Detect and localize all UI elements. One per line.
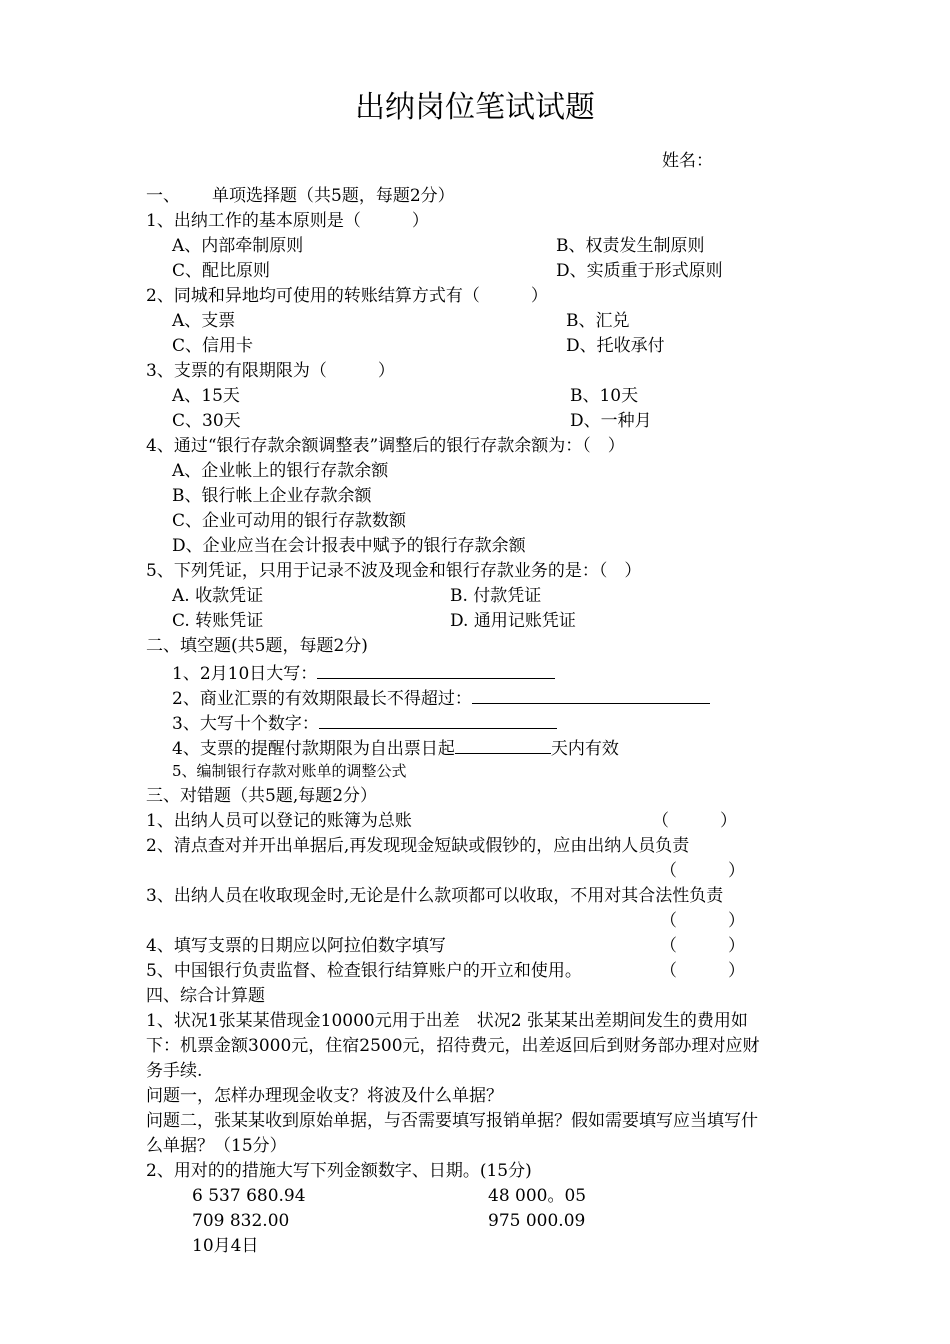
q4-option-d: D、企业应当在会计报表中赋予的银行存款余额 — [172, 536, 526, 556]
q2-option-c: C、信用卡 — [172, 336, 254, 356]
q4-stem: 4、通过“银行存款余额调整表”调整后的银行存款余额为：（ ） — [146, 436, 625, 456]
q2-option-d: D、托收承付 — [566, 336, 665, 356]
section1-number: 一、 — [146, 186, 180, 206]
fill-item-2 — [172, 685, 710, 710]
q4-option-a: A、企业帐上的银行存款余额 — [172, 461, 389, 481]
tf-q5-paren: （ ） — [660, 961, 745, 981]
answer-blank[interactable] — [472, 685, 710, 704]
fill-item-3 — [172, 710, 557, 735]
fill-item-1 — [172, 660, 555, 685]
fill-item-1-text: 1、2月10日大写： — [172, 664, 318, 684]
amount-date: 10月4日 — [192, 1236, 259, 1256]
q1-stem: 1、出纳工作的基本原则是（ ） — [146, 211, 429, 231]
amount-1: 6 537 680.94 — [192, 1186, 306, 1206]
q3-option-b: B、10天 — [570, 386, 639, 406]
calc-p1-line3: 务手续. — [146, 1061, 203, 1081]
q3-option-c: C、30天 — [172, 411, 241, 431]
fill-item-4-suffix: 天内有效 — [550, 739, 619, 759]
answer-blank[interactable] — [319, 710, 557, 729]
fill-item-4-text: 4、支票的提醒付款期限为自出票日起 — [172, 739, 455, 759]
tf-q3-paren: （ ） — [660, 911, 745, 931]
q4-option-b: B、银行帐上企业存款余额 — [172, 486, 372, 506]
q2-option-a: A、支票 — [172, 311, 236, 331]
q5-option-b: B. 付款凭证 — [450, 586, 542, 606]
q1-option-b: B、权责发生制原则 — [556, 236, 705, 256]
tf-q4-paren: （ ） — [660, 936, 745, 956]
q3-option-a: A、15天 — [172, 386, 240, 406]
q1-option-a: A、内部牵制原则 — [172, 236, 304, 256]
q5-option-a: A. 收款凭证 — [172, 586, 264, 606]
q4-option-c: C、企业可动用的银行存款数额 — [172, 511, 407, 531]
tf-q1-paren: （ ） — [652, 811, 737, 831]
answer-blank[interactable] — [455, 735, 551, 754]
fill-item-3-text: 3、大写十个数字： — [172, 714, 319, 734]
q5-option-d: D. 通用记账凭证 — [450, 611, 576, 631]
q2-option-b: B、汇兑 — [566, 311, 630, 331]
calc-question-one: 问题一，怎样办理现金收支？将波及什么单据？ — [146, 1086, 503, 1106]
tf-q4: 4、填写支票的日期应以阿拉伯数字填写 — [146, 936, 446, 956]
calc-question-two-line1: 问题二，张某某收到原始单据，与否需要填写报销单据？假如需要填写应当填写什 — [146, 1111, 758, 1131]
tf-q2-paren: （ ） — [660, 861, 745, 881]
calc-p1-line1: 1、状况1张某某借现金10000元用于出差 状况2 张某某出差期间发生的费用如 — [146, 1011, 748, 1031]
q1-option-c: C、配比原则 — [172, 261, 271, 281]
tf-q3: 3、出纳人员在收取现金时,无论是什么款项都可以收取，不用对其合法性负责 — [146, 886, 724, 906]
section3-heading: 三、对错题（共5题,每题2分） — [146, 786, 378, 806]
fill-item-5: 5、编制银行存款对账单的调整公式 — [172, 762, 407, 780]
q2-stem: 2、同城和异地均可使用的转账结算方式有（ ） — [146, 286, 548, 306]
q3-stem: 3、支票的有限期限为（ ） — [146, 361, 395, 381]
fill-item-4 — [172, 735, 619, 760]
page-title: 出纳岗位笔试试题 — [355, 90, 595, 125]
tf-q5: 5、中国银行负责监督、检查银行结算账户的开立和使用。 — [146, 961, 582, 981]
tf-q1: 1、出纳人员可以登记的账簿为总账 — [146, 811, 412, 831]
q1-option-d: D、实质重于形式原则 — [556, 261, 723, 281]
calc-p2: 2、用对的的措施大写下列金额数字、日期。(15分) — [146, 1161, 532, 1181]
section1-heading: 单项选择题（共5题，每题2分） — [212, 186, 455, 206]
fill-item-2-text: 2、商业汇票的有效期限最长不得超过： — [172, 689, 472, 709]
section2-heading: 二、填空题(共5题，每题2分) — [146, 636, 368, 656]
calc-p1-line2: 下：机票金额3000元，住宿2500元，招待费元，出差返回后到财务部办理对应财 — [146, 1036, 760, 1056]
amount-4: 975 000.09 — [488, 1211, 586, 1231]
q5-option-c: C. 转账凭证 — [172, 611, 264, 631]
calc-question-two-line2: 么单据？（15分） — [146, 1136, 287, 1156]
section4-heading: 四、综合计算题 — [146, 986, 265, 1006]
q5-stem: 5、下列凭证，只用于记录不波及现金和银行存款业务的是：（ ） — [146, 561, 642, 581]
amount-3: 709 832.00 — [192, 1211, 290, 1231]
tf-q2: 2、清点查对并开出单据后,再发现现金短缺或假钞的，应由出纳人员负责 — [146, 836, 690, 856]
amount-2: 48 000。05 — [488, 1186, 587, 1206]
answer-blank[interactable] — [317, 660, 555, 679]
q3-option-d: D、一种月 — [570, 411, 652, 431]
name-label: 姓名： — [662, 151, 713, 171]
